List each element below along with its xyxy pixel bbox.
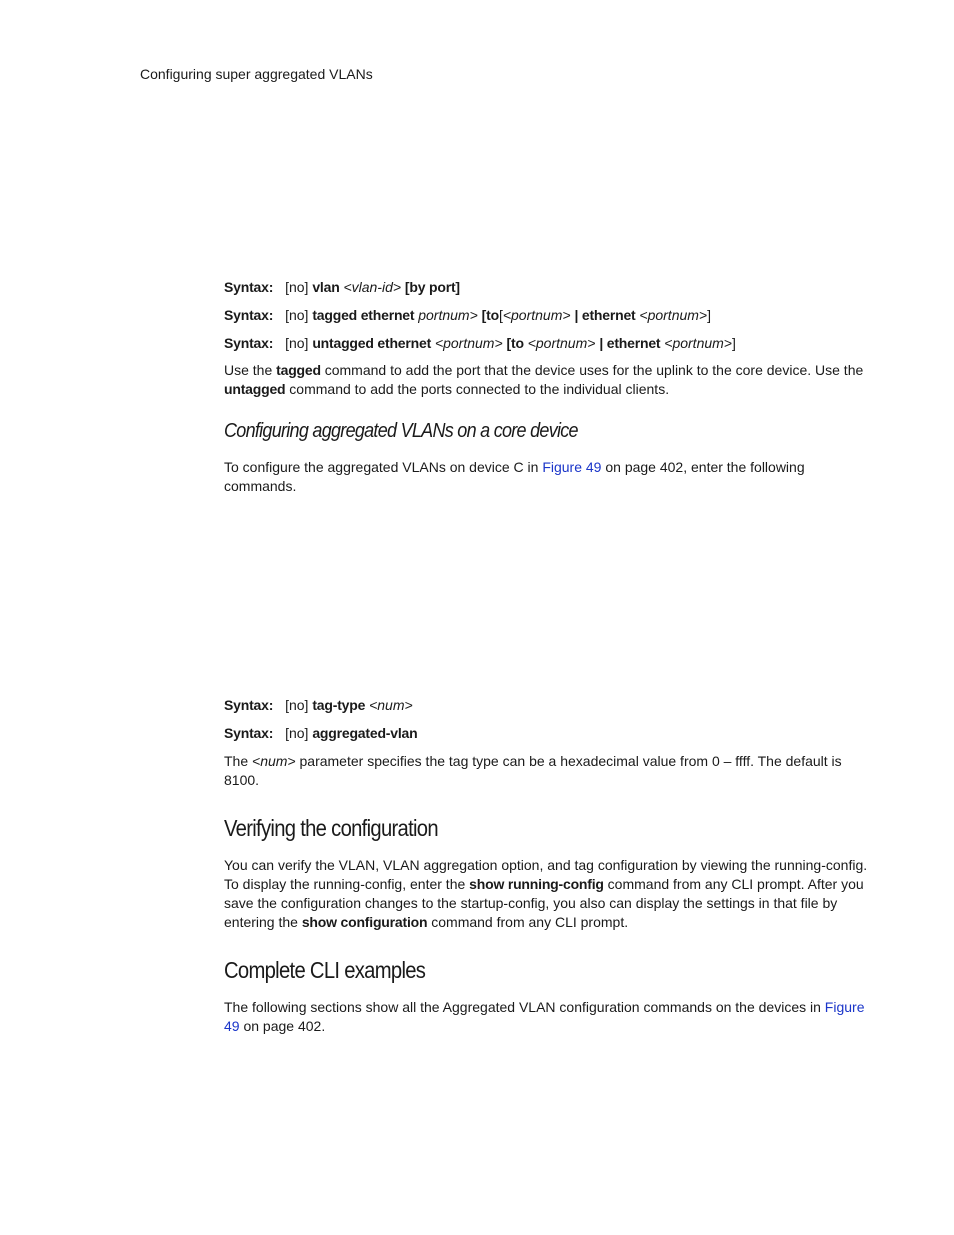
syntax-arg: <portnum> <box>502 307 571 323</box>
syntax-bracket: ] <box>731 335 736 351</box>
paragraph-verify <box>224 856 872 932</box>
text: on page 402, enter the following commands. <box>224 459 805 494</box>
text: To configure the aggregated VLANs on device C in <box>224 459 543 475</box>
text: parameter specifies the tag type can be a hexadecimal value from 0 – ffff. The default is 8100. <box>224 753 842 788</box>
command-keyword: show configuration <box>301 914 428 930</box>
text: on page 402. <box>239 1018 326 1034</box>
syntax-keyword: [to <box>481 307 499 323</box>
command-keyword: tagged <box>276 362 321 378</box>
syntax-label: Syntax: <box>224 307 274 323</box>
syntax-tag-type <box>224 697 413 713</box>
syntax-keyword: tagged ethernet <box>312 307 415 323</box>
syntax-no: [no] <box>285 335 309 351</box>
section-heading-cli-examples: Complete CLI examples <box>224 957 426 983</box>
syntax-arg: <portnum> <box>664 335 732 351</box>
syntax-label: Syntax: <box>224 335 274 351</box>
syntax-arg: <vlan-id> <box>343 279 402 295</box>
syntax-aggregated-vlan <box>224 725 417 741</box>
text: command to add the port that the device uses for the uplink to the core device. Use the <box>320 362 864 378</box>
syntax-arg: <portnum> <box>527 335 596 351</box>
syntax-keyword: | ethernet <box>574 307 636 323</box>
syntax-keyword: | ethernet <box>599 335 661 351</box>
syntax-arg: <num> <box>369 697 413 713</box>
text: command from any CLI prompt. After you save the configuration changes to the startup-config, you also can display the settings in that file by entering the <box>224 876 864 930</box>
syntax-keyword: tag-type <box>312 697 366 713</box>
text: You can verify the VLAN, VLAN aggregation option, and tag configuration by viewing the running-config. To display the running-config, enter the <box>224 857 868 892</box>
syntax-arg: portnum> <box>418 307 478 323</box>
parameter: <num> <box>252 753 296 769</box>
syntax-arg: <portnum> <box>639 307 708 323</box>
text: The <box>224 753 253 769</box>
syntax-keyword: [to <box>506 335 524 351</box>
syntax-tagged-ethernet <box>224 307 711 323</box>
syntax-keyword: aggregated-vlan <box>312 725 418 741</box>
figure-link[interactable]: Figure 49 <box>542 459 602 475</box>
text: The following sections show all the Aggregated VLAN configuration commands on the devices in <box>224 999 825 1015</box>
paragraph-cli-examples <box>224 998 872 1036</box>
command-keyword: show running-config <box>469 876 604 892</box>
section-heading-verify: Verifying the configuration <box>224 815 438 841</box>
syntax-label: Syntax: <box>224 279 274 295</box>
syntax-vlan <box>224 279 460 295</box>
syntax-bracket: [ <box>498 307 503 323</box>
paragraph-tagged-untagged <box>224 361 872 399</box>
syntax-bracket: ] <box>707 307 711 323</box>
syntax-keyword: untagged ethernet <box>312 335 432 351</box>
subsection-heading: Configuring aggregated VLANs on a core device <box>224 420 578 442</box>
text: Use the <box>224 362 277 378</box>
syntax-no: [no] <box>285 725 309 741</box>
syntax-no: [no] <box>285 697 309 713</box>
text: command from any CLI prompt. <box>427 914 629 930</box>
figure-link[interactable]: Figure 49 <box>224 999 865 1034</box>
command-keyword: untagged <box>224 381 286 397</box>
syntax-arg: <portnum> <box>434 335 503 351</box>
syntax-untagged-ethernet <box>224 335 736 351</box>
syntax-label: Syntax: <box>224 725 274 741</box>
syntax-keyword: vlan <box>312 279 340 295</box>
paragraph-tag-type <box>224 752 872 790</box>
syntax-keyword: [by port] <box>404 279 460 295</box>
syntax-no: [no] <box>285 279 309 295</box>
text: command to add the ports connected to the individual clients. <box>285 381 670 397</box>
syntax-label: Syntax: <box>224 697 274 713</box>
syntax-no: [no] <box>285 307 309 323</box>
paragraph-core-config <box>224 458 872 496</box>
running-header: Configuring super aggregated VLANs <box>140 66 373 82</box>
